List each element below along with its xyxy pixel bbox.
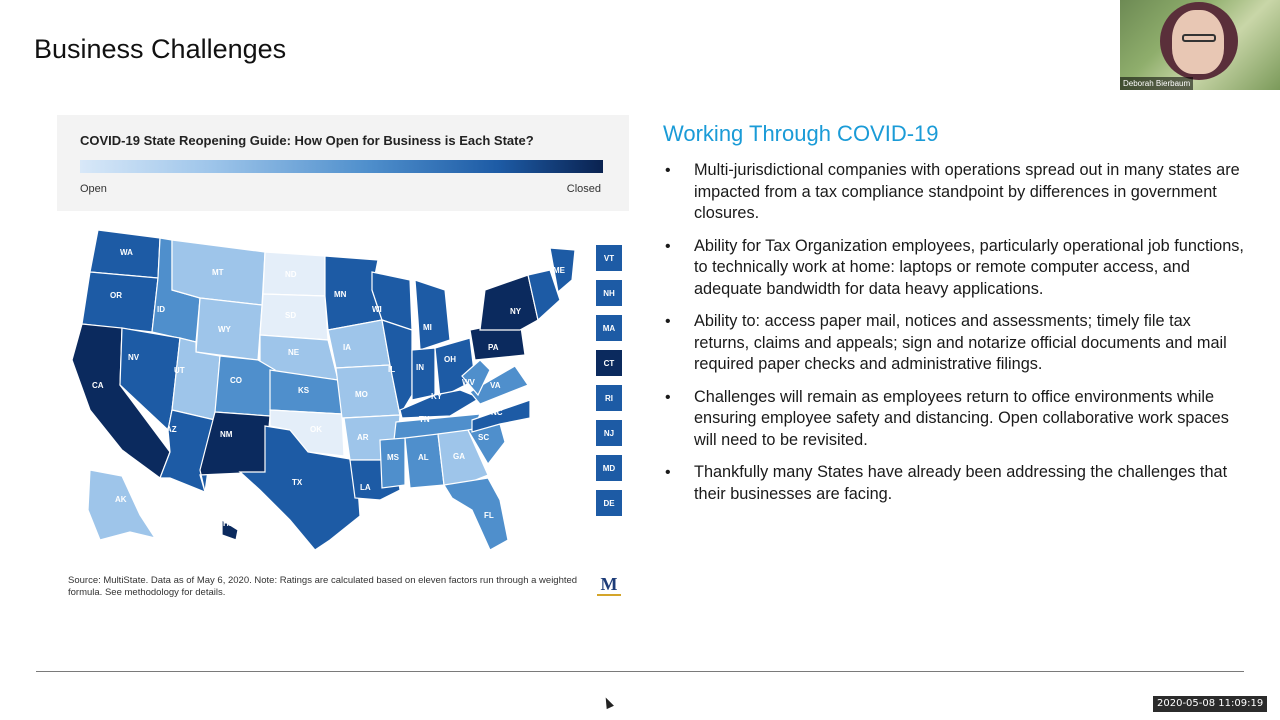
bullet-item: [664, 387, 1249, 452]
label-MI: MI: [423, 323, 432, 332]
label-SD: SD: [285, 311, 297, 320]
section-heading: Working Through COVID-19: [663, 121, 939, 146]
label-NV: NV: [128, 353, 140, 362]
label-MN: MN: [334, 290, 347, 299]
participant-face: [1172, 10, 1224, 74]
label-TX: TX: [292, 478, 303, 487]
slide-divider: [36, 671, 1244, 672]
label-SC: SC: [478, 433, 490, 442]
state-CO: [215, 356, 275, 416]
participant-name: Deborah Bierbaum: [1120, 77, 1193, 90]
label-IL: IL: [388, 365, 396, 374]
label-OK: OK: [310, 425, 322, 434]
bullet-text: Challenges will remain as employees return to office environments while ensuring employee safety and distancing. Open collaborative work spaces will need to be revisited.: [694, 387, 1229, 449]
bullet-text: Multi-jurisdictional companies with operations spread out in many states are impacted from a tax compliance standpoint by differences in government closures.: [694, 161, 1240, 222]
bullet-dot: •: [665, 464, 671, 481]
label-NE: NE: [288, 348, 300, 357]
label-AR: AR: [357, 433, 369, 442]
label-OH: OH: [444, 355, 456, 364]
label-NY: NY: [510, 307, 522, 316]
label-UT: UT: [174, 366, 185, 375]
label-HI: HI: [223, 519, 231, 528]
label-AK: AK: [115, 495, 127, 504]
multistate-logo-letter: M: [600, 574, 618, 594]
label-AZ: AZ: [166, 425, 177, 434]
state-MS: [380, 438, 405, 488]
state-box-ri: RI: [596, 385, 622, 411]
northeast-state-boxes: [596, 245, 622, 525]
label-TN: TN: [419, 415, 430, 424]
state-box-md: MD: [596, 455, 622, 481]
recording-timestamp: 2020-05-08 11:09:19: [1153, 696, 1267, 712]
label-LA: LA: [360, 483, 371, 492]
state-box-de: DE: [596, 490, 622, 516]
label-CO: CO: [230, 376, 242, 385]
state-AK: [88, 470, 155, 540]
state-OR: [82, 272, 158, 332]
label-MS: MS: [387, 453, 399, 462]
map-source-note: Source: MultiState. Data as of May 6, 2020. Note: Ratings are calculated based on eleven factors run through a weighted formula. See methodology for details.: [68, 575, 578, 598]
bullet-dot: •: [665, 388, 671, 406]
label-ND: ND: [285, 270, 297, 279]
label-VA: VA: [490, 381, 501, 390]
label-WA: WA: [120, 248, 133, 257]
legend-gradient-bar: [80, 160, 603, 173]
challenge-bullet-list: [664, 160, 1249, 516]
label-MO: MO: [355, 390, 368, 399]
mouse-cursor-icon: [602, 696, 614, 709]
legend-open-label: Open: [80, 183, 107, 195]
slide-title: Business Challenges: [34, 34, 287, 64]
label-ID: ID: [157, 305, 165, 314]
bullet-item: [664, 160, 1249, 225]
state-FL: [444, 478, 508, 550]
label-AL: AL: [418, 453, 429, 462]
webcam-thumbnail[interactable]: [1120, 0, 1280, 90]
state-box-vt: VT: [596, 245, 622, 271]
state-box-nh: NH: [596, 280, 622, 306]
state-box-ma: MA: [596, 315, 622, 341]
bullet-item: [664, 462, 1249, 505]
label-MT: MT: [212, 268, 224, 277]
bullet-item: [664, 236, 1249, 301]
label-WV: WV: [462, 378, 475, 387]
label-NC: NC: [491, 408, 503, 417]
us-state-map: [60, 220, 640, 565]
label-FL: FL: [484, 511, 494, 520]
label-WY: WY: [218, 325, 231, 334]
label-GA: GA: [453, 452, 465, 461]
participant-glasses: [1182, 34, 1216, 42]
bullet-text: Ability for Tax Organization employees, particularly operational job functions, to technically work at home: laptops or remote computer access, and adequate bandwidth for data heavy applications.: [694, 236, 1244, 298]
state-box-nj: NJ: [596, 420, 622, 446]
bullet-dot: •: [665, 237, 671, 255]
label-ME: ME: [553, 266, 565, 275]
label-OR: OR: [110, 291, 122, 300]
label-KS: KS: [298, 386, 310, 395]
label-NM: NM: [220, 430, 233, 439]
bullet-text: Ability to: access paper mail, notices and assessments; timely file tax returns, claims and appeals; sign and notarize official documents and mail required paper checks and administrative filings.: [694, 312, 1227, 373]
label-PA: PA: [488, 343, 499, 352]
bullet-dot: •: [665, 313, 671, 330]
state-box-ct: CT: [596, 350, 622, 376]
label-IN: IN: [416, 363, 424, 372]
bullet-item: [664, 311, 1249, 376]
state-OH: [435, 338, 475, 398]
multistate-logo: [597, 575, 621, 597]
bullet-dot: •: [665, 162, 671, 179]
legend-closed-label: Closed: [566, 183, 601, 195]
logo-underline: [597, 594, 621, 596]
bullet-text: Thankfully many States have already been addressing the challenges that their businesses are facing.: [694, 463, 1228, 503]
label-CA: CA: [92, 381, 104, 390]
map-title: COVID-19 State Reopening Guide: How Open for Business is Each State?: [80, 133, 534, 148]
label-WI: WI: [372, 305, 382, 314]
label-IA: IA: [343, 343, 351, 352]
state-MI: [415, 280, 450, 350]
label-KY: KY: [431, 392, 443, 401]
map-legend-panel: [57, 115, 629, 211]
